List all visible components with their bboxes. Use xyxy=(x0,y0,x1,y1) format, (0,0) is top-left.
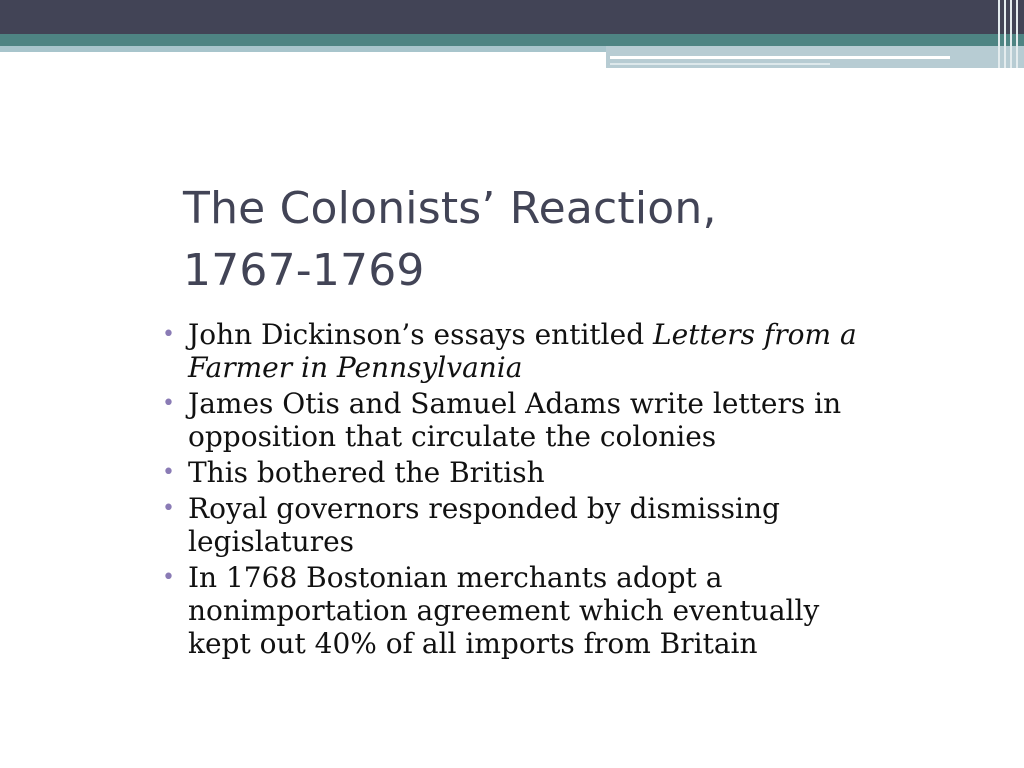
bullet-dot-icon: • xyxy=(162,391,175,416)
slide-title-line2: 1767-1769 xyxy=(183,245,425,296)
slide-title-line1: The Colonists’ Reaction, xyxy=(183,183,717,234)
header-accent-line-secondary xyxy=(610,63,830,65)
header-dark-bar xyxy=(0,0,1024,34)
bullet-item xyxy=(160,318,860,384)
bullet-item xyxy=(160,561,860,660)
header-vertical-stripes xyxy=(994,0,1024,68)
bullet-dot-icon: • xyxy=(162,565,175,590)
bullet-list xyxy=(160,318,860,663)
bullet-item xyxy=(160,387,860,453)
bullet-text: In 1768 Bostonian merchants adopt a nonimportation agreement which eventually kept out 40% of all imports from Britain xyxy=(188,561,820,660)
bullet-text: John Dickinson’s essays entitled xyxy=(188,318,654,351)
header-teal-bar xyxy=(0,34,1024,46)
bullet-text: Royal governors responded by dismissing legislatures xyxy=(188,492,780,558)
slide-title xyxy=(183,178,823,302)
header-accent-line xyxy=(610,56,950,59)
bullet-text: James Otis and Samuel Adams write letters in opposition that circulate the colonies xyxy=(188,387,842,453)
bullet-dot-icon: • xyxy=(162,322,175,347)
bullet-item xyxy=(160,492,860,558)
bullet-dot-icon: • xyxy=(162,460,175,485)
bullet-italic-text: Letters from a Farmer in Pennsylvania xyxy=(188,318,857,384)
bullet-text: This bothered the British xyxy=(188,456,545,489)
bullet-item xyxy=(160,456,860,489)
bullet-dot-icon: • xyxy=(162,496,175,521)
